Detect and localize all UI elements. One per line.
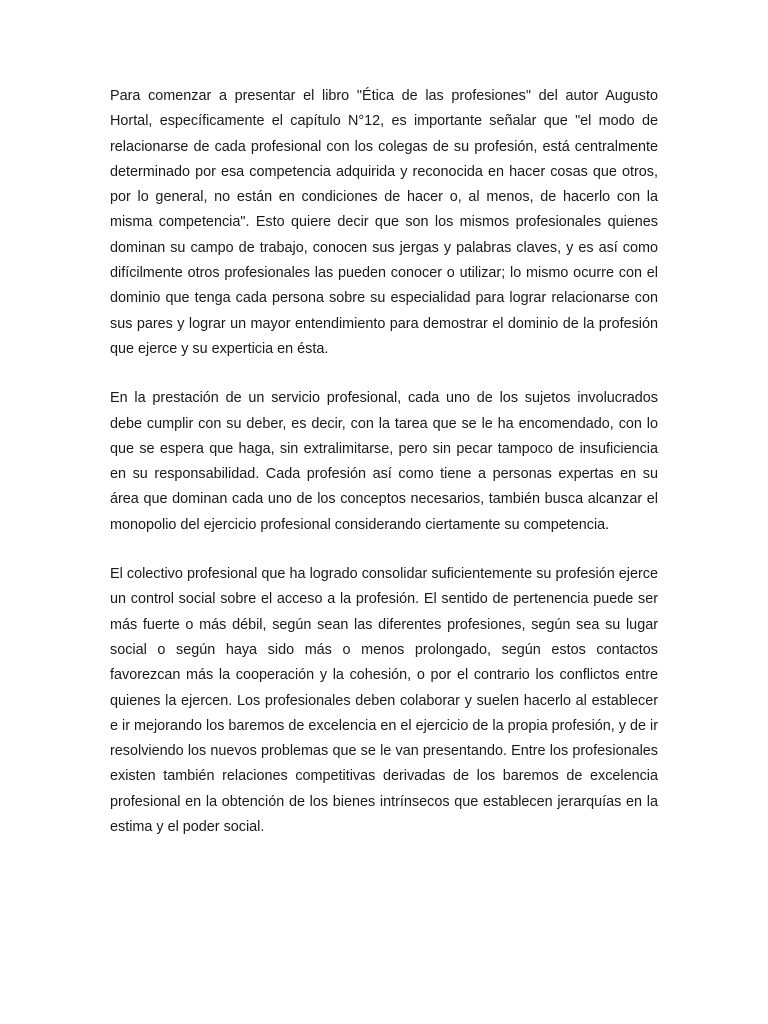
- document-body: [110, 84, 658, 864]
- paragraph-1: Para comenzar a presentar el libro "Ética de las profesiones" del autor Augusto Hortal, específicamente el capítulo N°12, es importante señalar que "el modo de relacionarse de cada profesional con los colegas de su profesión, está centralmente determinado por esa competencia adquirida y reconocida en hacer cosas que otros, por lo general, no están en condiciones de hacer o, al menos, de hacerlo con la misma competencia". Esto quiere decir que son los mismos profesionales quienes dominan su campo de trabajo, conocen sus jergas y palabras claves, y es así como difícilmente otros profesionales las pueden conocer o utilizar; lo mismo ocurre con el dominio que tenga cada persona sobre su especialidad para lograr relacionarse con sus pares y lograr un mayor entendimiento para demostrar el dominio de la profesión que ejerce y su experticia en ésta.: [110, 88, 658, 357]
- paragraph-2: En la prestación de un servicio profesional, cada uno de los sujetos involucrados debe cumplir con su deber, es decir, con la tarea que se le ha encomendado, con lo que se espera que haga, sin extralimitarse, pero sin pecar tampoco de insuficiencia en su responsabilidad. Cada profesión así como tiene a personas expertas en su área que dominan cada uno de los conceptos necesarios, también busca alcanzar el monopolio del ejercicio profesional considerando ciertamente su competencia.: [110, 390, 658, 533]
- paragraph-3: El colectivo profesional que ha logrado consolidar suficientemente su profesión ejerce un control social sobre el acceso a la profesión. El sentido de pertenencia puede ser más fuerte o más débil, según sean las diferentes profesiones, según sea su lugar social o según haya sido más o menos prolongado, según estos contactos favorezcan más la cooperación y la cohesión, o por el contrario los conflictos entre quienes la ejercen. Los profesionales deben colaborar y suelen hacerlo al establecer e ir mejorando los baremos de excelencia en el ejercicio de la propia profesión, y de ir resolviendo los nuevos problemas que se le van presentando. Entre los profesionales existen también relaciones competitivas derivadas de los baremos de excelencia profesional en la obtención de los bienes intrínsecos que establecen jerarquías en la estima y el poder social.: [110, 566, 658, 836]
